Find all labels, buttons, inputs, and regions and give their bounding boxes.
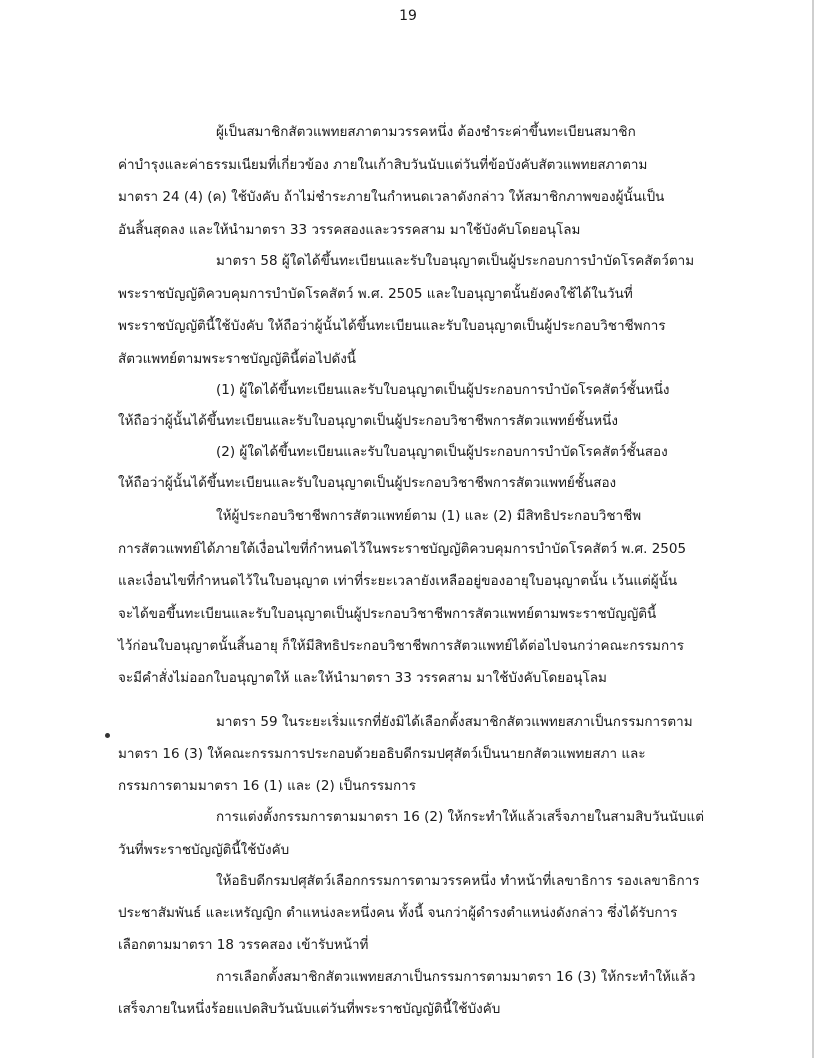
page-number: 19 <box>399 8 417 24</box>
text-line: ให้อธิบดีกรมปศุสัตว์เลือกกรรมการตามวรรคหนึ่ง ทำหน้าที่เลขาธิการ รองเลขาธิการ <box>216 873 700 889</box>
margin-mark <box>105 733 110 738</box>
text-line: จะมีคำสั่งไม่ออกใบอนุญาตให้ และให้นำมาตรา 33 วรรคสาม มาใช้บังคับโดยอนุโลม <box>118 670 607 686</box>
text-line: พระราชบัญญัติควบคุมการบำบัดโรคสัตว์ พ.ศ. 2505 และใบอนุญาตนั้นยังคงใช้ได้ในวันที่ <box>118 286 633 302</box>
text-line: มาตรา 59 ในระยะเริ่มแรกที่ยังมิได้เลือกตั้งสมาชิกสัตวแพทยสภาเป็นกรรมการตาม <box>216 714 693 730</box>
text-line: เสร็จภายในหนึ่งร้อยแปดสิบวันนับแต่วันที่พระราชบัญญัตินี้ใช้บังคับ <box>118 1001 501 1017</box>
text-line: ไว้ก่อนใบอนุญาตนั้นสิ้นอายุ ก็ให้มีสิทธิประกอบวิชาชีพการสัตวแพทย์ได้ต่อไปจนกว่าคณะกรรมการ <box>118 638 684 654</box>
text-line: กรรมการตามมาตรา 16 (1) และ (2) เป็นกรรมการ <box>118 778 417 794</box>
text-line: ให้ถือว่าผู้นั้นได้ขึ้นทะเบียนและรับใบอนุญาตเป็นผู้ประกอบวิชาชีพการสัตวแพทย์ชั้นหนึ่ง <box>118 413 618 429</box>
text-line: มาตรา 58 ผู้ใดได้ขึ้นทะเบียนและรับใบอนุญาตเป็นผู้ประกอบการบำบัดโรคสัตว์ตาม <box>216 253 695 269</box>
text-line: ผู้เป็นสมาชิกสัตวแพทยสภาตามวรรคหนึ่ง ต้องชำระค่าขึ้นทะเบียนสมาชิก <box>216 124 636 140</box>
text-line: อันสิ้นสุดลง และให้นำมาตรา 33 วรรคสองและวรรคสาม มาใช้บังคับโดยอนุโลม <box>118 222 581 238</box>
text-line: เลือกตามมาตรา 18 วรรคสอง เข้ารับหน้าที่ <box>118 937 369 953</box>
text-line: และเงื่อนไขที่กำหนดไว้ในใบอนุญาต เท่าที่ระยะเวลายังเหลืออยู่ของอายุใบอนุญาตนั้น เว้นแต่ผู้นั้น <box>118 573 678 589</box>
text-line: การแต่งตั้งกรรมการตามมาตรา 16 (2) ให้กระทำให้แล้วเสร็จภายในสามสิบวันนับแต่ <box>216 809 705 825</box>
text-line: วันที่พระราชบัญญัตินี้ใช้บังคับ <box>118 842 290 858</box>
text-line: มาตรา 24 (4) (ค) ใช้บังคับ ถ้าไม่ชำระภายในกำหนดเวลาดังกล่าว ให้สมาชิกภาพของผู้นั้นเป็น <box>118 189 665 205</box>
text-line: การเลือกตั้งสมาชิกสัตวแพทยสภาเป็นกรรมการตามมาตรา 16 (3) ให้กระทำให้แล้ว <box>216 969 696 985</box>
text-line: ประชาสัมพันธ์ และเหรัญญิก ตำแหน่งละหนึ่งคน ทั้งนี้ จนกว่าผู้ดำรงตำแหน่งดังกล่าว ซึ่งได้รับการ <box>118 905 678 921</box>
text-line: (2) ผู้ใดได้ขึ้นทะเบียนและรับใบอนุญาตเป็นผู้ประกอบการบำบัดโรคสัตว์ชั้นสอง <box>216 444 668 460</box>
text-line: ให้ผู้ประกอบวิชาชีพการสัตวแพทย์ตาม (1) และ (2) มีสิทธิประกอบวิชาชีพ <box>216 508 642 524</box>
scan-edge <box>812 0 814 1058</box>
text-line: (1) ผู้ใดได้ขึ้นทะเบียนและรับใบอนุญาตเป็นผู้ประกอบการบำบัดโรคสัตว์ชั้นหนึ่ง <box>216 382 670 398</box>
text-line: มาตรา 16 (3) ให้คณะกรรมการประกอบด้วยอธิบดีกรมปศุสัตว์เป็นนายกสัตวแพทยสภา และ <box>118 746 646 762</box>
text-line: ค่าบำรุงและค่าธรรมเนียมที่เกี่ยวข้อง ภายในเก้าสิบวันนับแต่วันที่ข้อบังคับสัตวแพทยสภาตาม <box>118 157 648 173</box>
text-line: การสัตวแพทย์ได้ภายใต้เงื่อนไขที่กำหนดไว้ในพระราชบัญญัติควบคุมการบำบัดโรคสัตว์ พ.ศ. 2505 <box>118 541 687 557</box>
text-line: จะได้ขอขึ้นทะเบียนและรับใบอนุญาตเป็นผู้ประกอบวิชาชีพการสัตวแพทย์ตามพระราชบัญญัตินี้ <box>118 606 657 622</box>
text-line: พระราชบัญญัตินี้ใช้บังคับ ให้ถือว่าผู้นั้นได้ขึ้นทะเบียนและรับใบอนุญาตเป็นผู้ประกอบวิชาชีพการ <box>118 318 666 334</box>
text-line: ให้ถือว่าผู้นั้นได้ขึ้นทะเบียนและรับใบอนุญาตเป็นผู้ประกอบวิชาชีพการสัตวแพทย์ชั้นสอง <box>118 475 617 491</box>
text-line: สัตวแพทย์ตามพระราชบัญญัตินี้ต่อไปดังนี้ <box>118 351 357 367</box>
